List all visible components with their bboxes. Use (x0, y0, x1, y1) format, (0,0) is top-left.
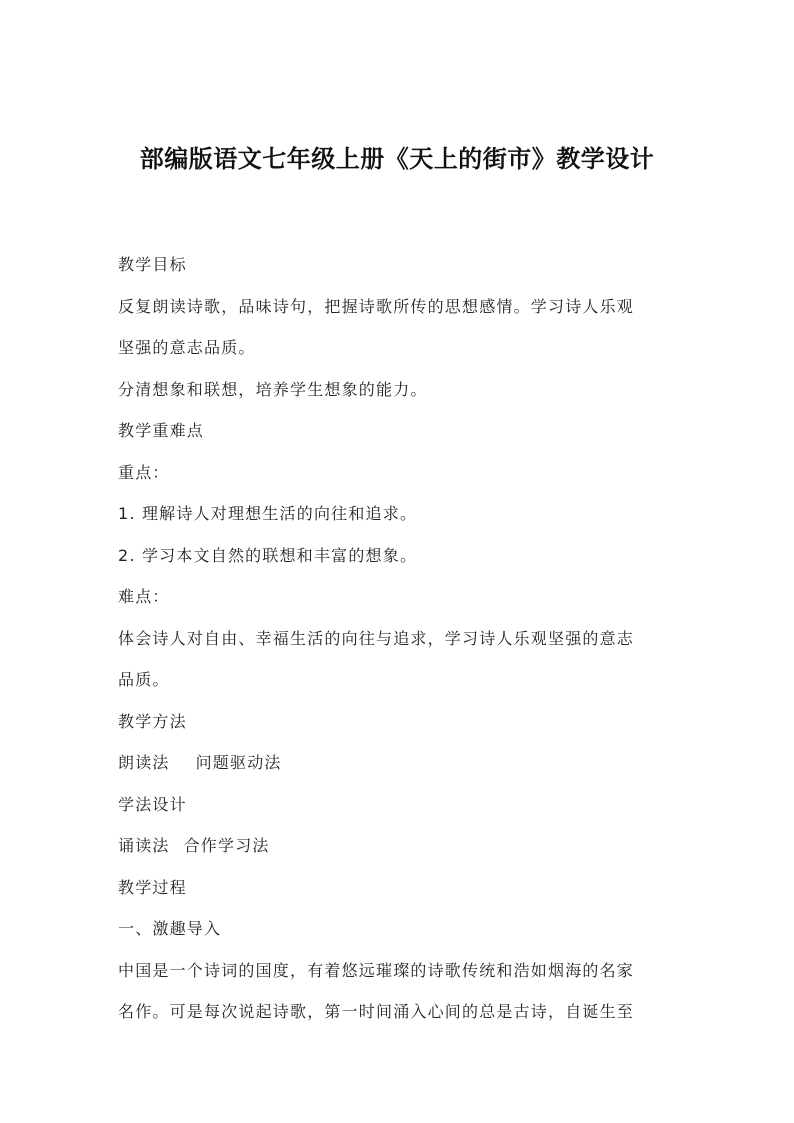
paragraph-line: 反复朗读诗歌，品味诗句，把握诗歌所传的思想感情。学习诗人乐观 (118, 296, 635, 316)
subheading-intro: 一、激趣导入 (118, 919, 222, 938)
paragraph-line: 坚强的意志品质。 (118, 338, 256, 357)
study-method-item: 合作学习法 (183, 836, 270, 855)
document-title: 部编版语文七年级上册《天上的街市》教学设计 (139, 144, 655, 173)
subheading-key: 重点： (118, 462, 170, 482)
section-heading-objectives: 教学目标 (118, 255, 187, 274)
section-heading-key-points: 教学重难点 (118, 421, 205, 440)
method-item: 朗读法 (118, 753, 170, 772)
paragraph-line: 中国是一个诗词的国度，有着悠远璀璨的诗歌传统和浩如烟海的名家 (118, 960, 635, 980)
section-heading-study-design: 学法设计 (118, 794, 187, 814)
paragraph-line: 品质。 (118, 670, 170, 689)
subheading-difficult: 难点： (118, 587, 170, 606)
document-body (118, 244, 686, 1033)
list-item: 2. 学习本文自然的联想和丰富的想象。 (118, 545, 418, 565)
study-methods-line (118, 825, 686, 867)
section-heading-process: 教学过程 (118, 877, 187, 897)
study-method-item: 诵读法 (118, 836, 170, 855)
list-item: 1. 理解诗人对理想生活的向往和追求。 (118, 504, 418, 523)
method-item: 问题驱动法 (195, 753, 282, 772)
section-heading-methods: 教学方法 (118, 711, 187, 731)
paragraph-line: 分清想象和联想，培养学生想象的能力。 (118, 379, 428, 399)
paragraph-line: 名作。可是每次说起诗歌，第一时间涌入心间的总是古诗，自诞生至 (118, 1002, 635, 1021)
methods-line (118, 742, 686, 784)
paragraph-line: 体会诗人对自由、幸福生活的向往与追求，学习诗人乐观坚强的意志 (118, 628, 635, 648)
